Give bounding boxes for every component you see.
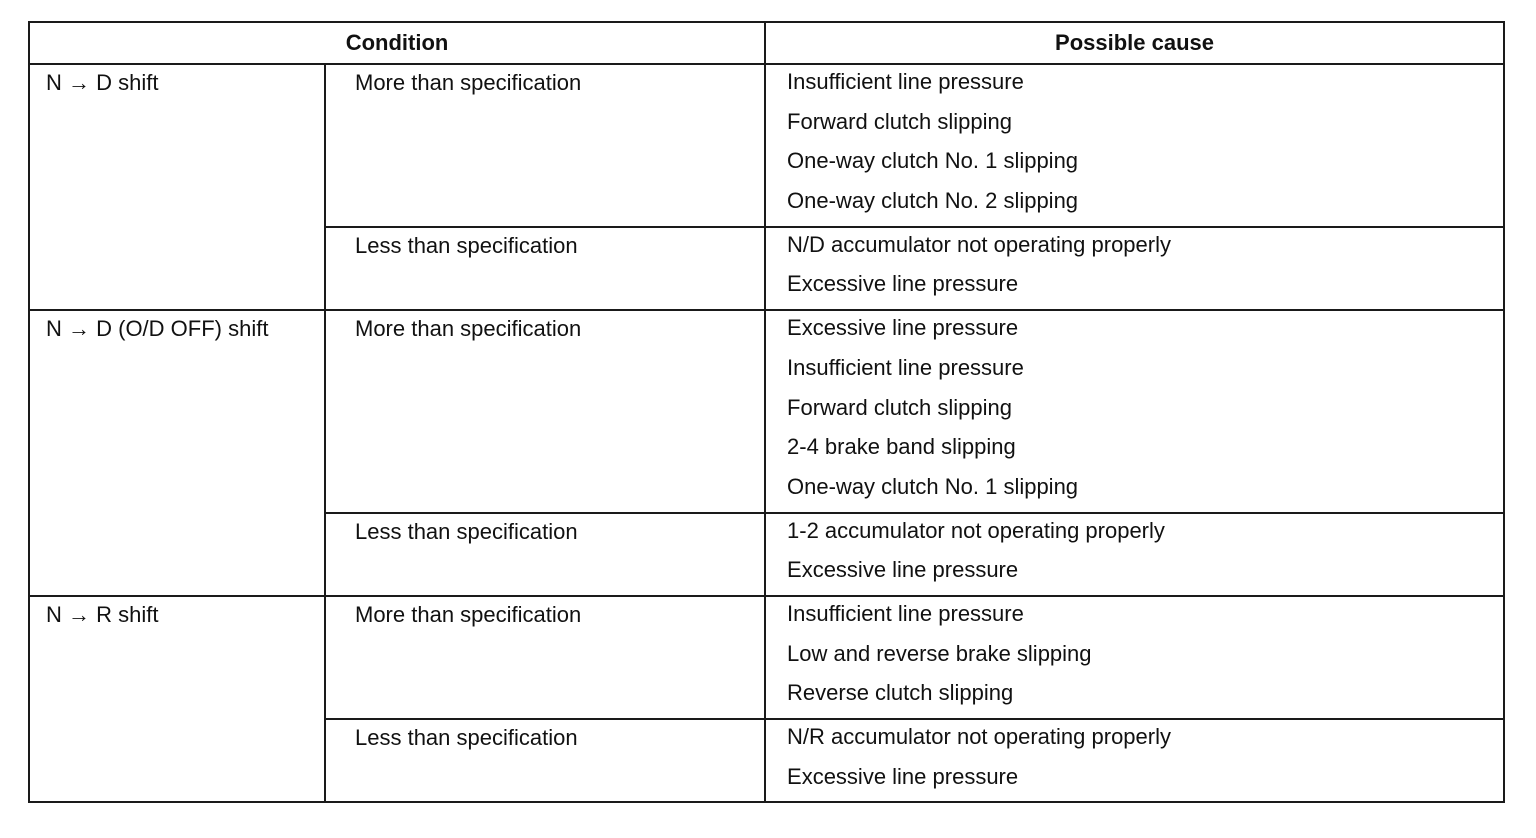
condition-cell bbox=[325, 719, 765, 802]
condition-cell bbox=[325, 64, 765, 227]
condition-label: More than specification bbox=[355, 316, 582, 342]
table-row bbox=[29, 64, 1504, 227]
causes-cell bbox=[765, 310, 1504, 512]
cause-item: N/R accumulator not operating properly bbox=[787, 724, 1171, 749]
cause-item: Forward clutch slipping bbox=[787, 108, 1012, 134]
cause-item: Reverse clutch slipping bbox=[787, 680, 1014, 706]
causes-cell bbox=[765, 596, 1504, 719]
cause-item: 2-4 brake band slipping bbox=[787, 434, 1016, 460]
condition-cell bbox=[325, 513, 765, 596]
condition-label: More than specification bbox=[355, 601, 582, 627]
table-header-row bbox=[29, 22, 1504, 64]
condition-label: Less than specification bbox=[355, 518, 578, 544]
condition-cell bbox=[325, 310, 765, 512]
condition-label: Less than specification bbox=[355, 232, 578, 258]
cause-item: Insufficient line pressure bbox=[787, 600, 1024, 626]
cause-item: Insufficient line pressure bbox=[787, 69, 1024, 94]
cause-item: Insufficient line pressure bbox=[787, 354, 1024, 380]
condition-cell bbox=[325, 596, 765, 719]
shift-label: N → R shift bbox=[46, 601, 159, 627]
cause-item: 1-2 accumulator not operating properly bbox=[787, 517, 1165, 543]
table-row bbox=[29, 310, 1504, 512]
condition-label: Less than specification bbox=[355, 725, 578, 750]
causes-cell bbox=[765, 227, 1504, 310]
cause-item: N/D accumulator not operating properly bbox=[787, 231, 1171, 257]
causes-cell bbox=[765, 64, 1504, 227]
header-possible-cause: Possible cause bbox=[765, 22, 1504, 64]
header-condition: Condition bbox=[29, 22, 765, 64]
diagnosis-table bbox=[28, 21, 1505, 803]
shift-label: N → D shift bbox=[46, 70, 159, 95]
shift-cell bbox=[29, 596, 325, 802]
condition-label: More than specification bbox=[355, 70, 582, 95]
cause-item: Excessive line pressure bbox=[787, 315, 1019, 341]
shift-label: N → D (O/D OFF) shift bbox=[46, 316, 269, 342]
cause-item: One-way clutch No. 2 slipping bbox=[787, 188, 1079, 214]
causes-cell bbox=[765, 513, 1504, 596]
cause-item: One-way clutch No. 1 slipping bbox=[787, 148, 1079, 174]
cause-item: Forward clutch slipping bbox=[787, 394, 1012, 420]
table-row bbox=[29, 596, 1504, 719]
causes-cell bbox=[765, 719, 1504, 802]
condition-cell bbox=[325, 227, 765, 310]
shift-cell bbox=[29, 310, 325, 596]
cause-item: Excessive line pressure bbox=[787, 557, 1019, 583]
shift-cell bbox=[29, 64, 325, 310]
cause-item: Excessive line pressure bbox=[787, 763, 1019, 789]
cause-item: Excessive line pressure bbox=[787, 271, 1019, 297]
cause-item: Low and reverse brake slipping bbox=[787, 640, 1092, 666]
cause-item: One-way clutch No. 1 slipping bbox=[787, 473, 1079, 499]
